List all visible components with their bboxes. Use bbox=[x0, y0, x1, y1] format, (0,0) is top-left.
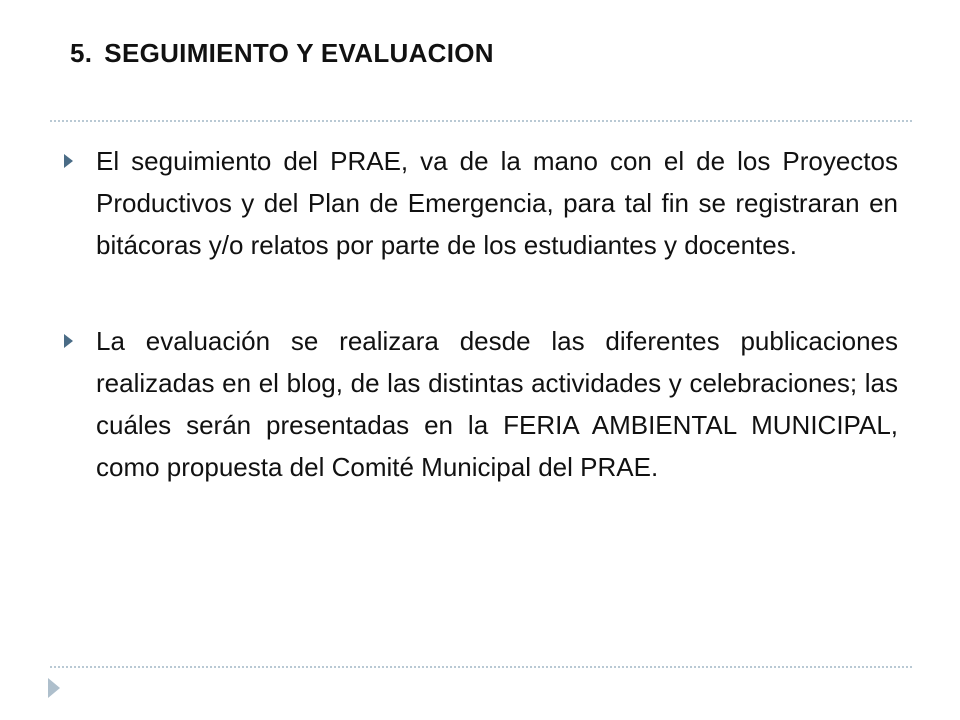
triangle-right-icon bbox=[64, 154, 73, 168]
bullet-item-evaluacion bbox=[60, 320, 898, 488]
bullet-item-seguimiento bbox=[60, 140, 898, 266]
top-divider bbox=[50, 120, 912, 122]
page-title bbox=[70, 38, 494, 69]
bullet-text: El seguimiento del PRAE, va de la mano con el de los Proyectos Productivos y del Plan de Emergencia, para tal fin se registraran en bitácoras y/o relatos por parte de los estudiantes y docentes. bbox=[96, 146, 898, 260]
title-number: 5. bbox=[70, 38, 93, 68]
title-text: SEGUIMIENTO Y EVALUACION bbox=[104, 38, 494, 68]
bullet-list bbox=[60, 140, 898, 488]
triangle-right-icon bbox=[64, 334, 73, 348]
bullet-text: La evaluación se realizara desde las diferentes publicaciones realizadas en el blog, de las distintas actividades y celebraciones; las cuáles serán presentadas en la FERIA AMBIENTAL MUNICIPAL, como propuesta del Comité Municipal del PRAE. bbox=[96, 326, 898, 482]
next-slide-arrow-icon[interactable] bbox=[48, 678, 60, 698]
bottom-divider bbox=[50, 666, 912, 668]
